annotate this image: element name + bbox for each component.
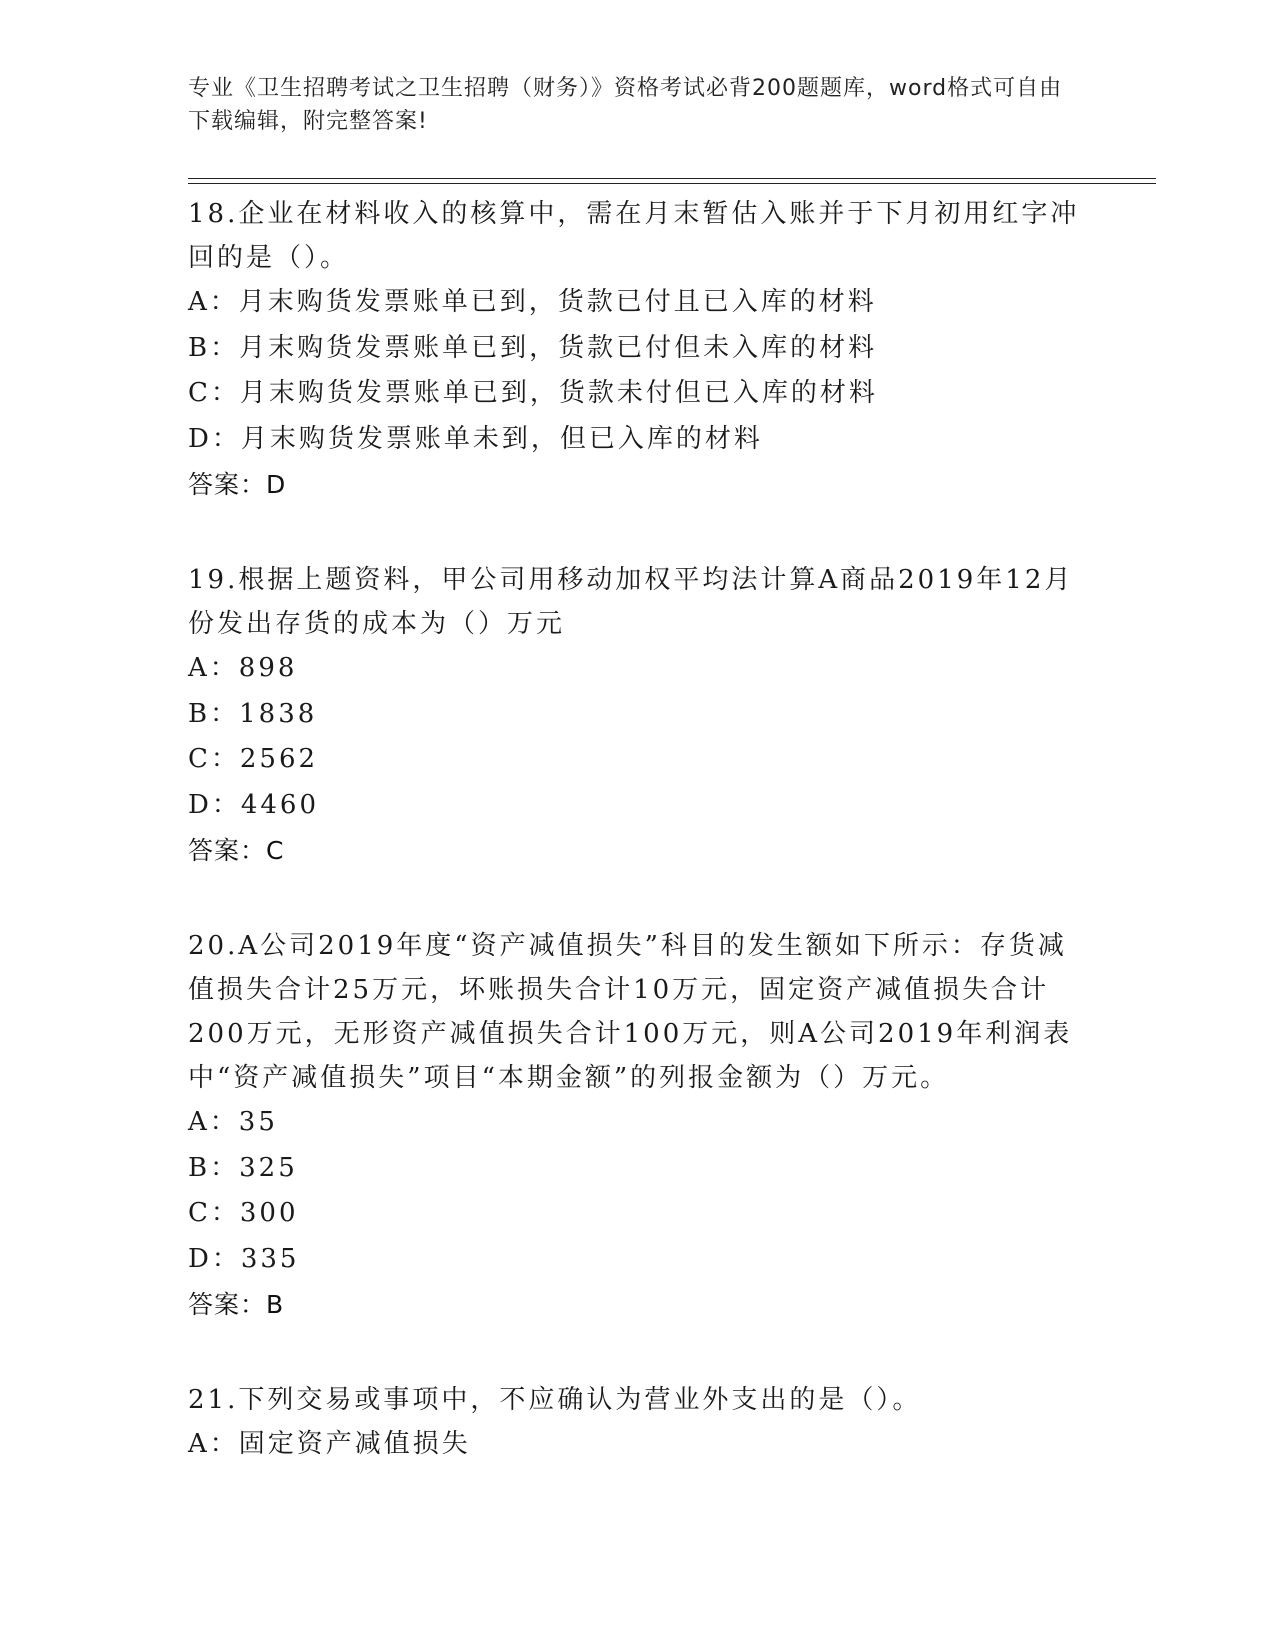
option-a: A：固定资产减值损失 <box>188 1429 471 1459</box>
option-d: D：月末购货发票账单未到，但已入库的材料 <box>188 423 763 454</box>
option-a: A：35 <box>188 1107 278 1137</box>
option-b: B：月末购货发票账单已到，货款已付但未入库的材料 <box>188 332 878 363</box>
option-c: C：月末购货发票账单已到，货款未付但已入库的材料 <box>188 378 878 408</box>
question-stem: 18.企业在材料收入的核算中，需在月末暂估入账并于下月初用红字冲回的是（）。 <box>188 199 1080 273</box>
header-divider-top <box>188 178 1156 179</box>
document-header <box>188 72 1068 138</box>
option-d: D：4460 <box>188 789 320 820</box>
header-text: 专业《卫生招聘考试之卫生招聘（财务）》资格考试必背200题题库，word格式可自由下载编辑，附完整答案! <box>188 76 1063 134</box>
question-stem: 20.A公司2019年度“资产减值损失”科目的发生额如下所示：存货减值损失合计25万元，坏账损失合计10万元，固定资产减值损失合计200万元，无形资产减值损失合计100万元，则A公司2019年利润表中“资产减值损失”项目“本期金额”的列报金额为（）万元。 <box>188 931 1073 1093</box>
question-18 <box>188 192 1088 507</box>
option-c: C：300 <box>188 1198 299 1228</box>
question-20 <box>188 924 1088 1327</box>
option-c: C：2562 <box>188 744 319 774</box>
answer: 答案：B <box>188 1290 285 1319</box>
answer: 答案：D <box>188 470 287 499</box>
header-divider-bottom <box>188 183 1156 184</box>
option-b: B：325 <box>188 1152 298 1183</box>
question-21 <box>188 1378 1088 1468</box>
option-d: D：335 <box>188 1243 300 1274</box>
option-a: A：月末购货发票账单已到，货款已付且已入库的材料 <box>188 287 877 317</box>
question-stem: 19.根据上题资料，甲公司用移动加权平均法计算A商品2019年12月份发出存货的成本为（）万元 <box>188 565 1074 639</box>
option-b: B：1838 <box>188 698 318 729</box>
option-a: A：898 <box>188 653 298 683</box>
answer: 答案：C <box>188 836 285 865</box>
question-19 <box>188 558 1088 873</box>
question-stem: 21.下列交易或事项中，不应确认为营业外支出的是（）。 <box>188 1385 922 1415</box>
